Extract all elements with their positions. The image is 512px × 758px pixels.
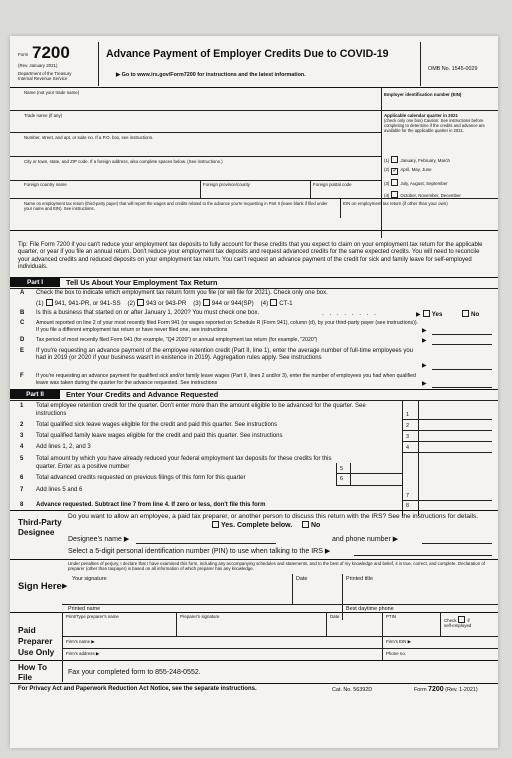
- quarter-4-checkbox[interactable]: [391, 191, 398, 198]
- self-employed-checkbox[interactable]: [458, 616, 465, 623]
- arrow-right-icon: ▶: [407, 639, 411, 644]
- form-label: Form: [18, 52, 29, 57]
- quarter-note: (check only one box) Caution: See instructions before completing to determine if the credits and advance are available for the applicable quarter in 2021.: [384, 118, 485, 133]
- arrow-right-icon: ▶: [392, 536, 399, 543]
- line-b-no[interactable]: No: [460, 310, 479, 318]
- part1-label: Part I: [10, 278, 60, 287]
- line-5-text: Total amount by which you have already reduced your federal employment tax deposits for these credits for this quarter. Enter as a positive number: [36, 456, 332, 470]
- form-941-checkbox[interactable]: [46, 299, 53, 306]
- cat-number: Cat. No. 56392D: [332, 687, 373, 693]
- line-f-text: If you're requesting an advance payment for qualified sick and/or family leave wages (Part II, lines 2 and/or 3), enter the number of employees you had when qualified leave was taken during the quarter for the advance requested. See instructions: [36, 373, 416, 386]
- part2-label: Part II: [10, 390, 60, 399]
- quarter-option-4[interactable]: (4) October, November, December: [384, 193, 461, 198]
- form-rev: (Rev. January 2021): [18, 63, 58, 68]
- how-to-file-label: How To File: [18, 663, 47, 682]
- omb-number: OMB No. 1545-0029: [428, 66, 478, 72]
- part1-title: Tell Us About Your Employment Tax Return: [66, 278, 218, 287]
- form-943-checkbox[interactable]: [137, 299, 144, 306]
- line-b-text: Is this a business that started on or after January 1, 2020? You must check one box.: [36, 310, 260, 316]
- line-7-text: Add lines 5 and 6: [36, 487, 83, 493]
- city-label: City or town, state, and ZIP code. If a foreign address, also complete spaces below. (See instructions.): [24, 159, 223, 164]
- line-5-number: 5: [340, 466, 343, 472]
- preparer-signature-label: Preparer's signature: [180, 614, 220, 619]
- footer-form: Form 7200 (Rev. 1-2021): [414, 686, 478, 693]
- arrow-right-icon: ▶: [422, 380, 427, 387]
- arrow-right-icon: ▶: [422, 362, 427, 369]
- line-6-text: Total advanced credits requested on previous filings of this form for this quarter: [36, 475, 246, 481]
- arrow-right-icon: ▶: [416, 311, 421, 318]
- quarter-title: Applicable calendar quarter in 2021: [384, 113, 458, 118]
- line-6-number: 6: [340, 476, 343, 482]
- arrow-right-icon: ▶: [116, 72, 121, 78]
- designee-name-label: Designee's name ▶: [68, 536, 130, 543]
- arrow-right-icon: ▶: [123, 536, 130, 543]
- yes-checkbox[interactable]: [423, 310, 430, 317]
- quarter-2-checkbox[interactable]: ✓: [392, 168, 398, 174]
- arrow-right-icon: ▶: [95, 651, 100, 656]
- line-3-number: 3: [406, 434, 409, 440]
- designee-phone-label: and phone number ▶: [332, 536, 399, 543]
- firm-address-label: Firm's address ▶: [66, 651, 100, 656]
- self-employed-check[interactable]: Check if: [444, 618, 470, 623]
- preparer-date-label: Date: [330, 614, 340, 619]
- form-944-checkbox[interactable]: [203, 299, 210, 306]
- quarter-option-1[interactable]: (1) January, February, March: [384, 158, 450, 163]
- third-party-ein-label: EIN on employment tax return (if other than your own): [343, 201, 448, 206]
- form-7200-page: Form 7200 (Rev. January 2021) Department of the Treasury Internal Revenue Service Advance Payment of Employer Credits Due to COVID-19 ▶ Go to www.irs.gov/Form7200 for instructions and the latest information. OMB No. 1545-0029 Name (not your trade name) Employer identification number (EIN) Trade name (if any) Applicable calendar quarter in 2021 (check only one box) Caution: See instructions before completing to determine if the credits and advance are available for the applicable quarter in 2021. Number, street, and apt. or suite no. If a P.O. box, see instructions. City or town, state, and ZIP code. If a foreign address, also complete spaces below. (See instructions.) (1) January, February, March (2) ✓ April, May, June (3) July, August, September (4) October, November, December Foreign country name Foreign province/county Foreign postal code Name on employment tax return (third-party payer) that will report the wages and credits related to the advance you're requesting in Part II (leave blank if filed under your name and EIN). See instructions. EIN on employment tax return (if other than your own) Tip: File Form 7200 if you can't reduce your employment tax deposits to fully account for these credits that you expect to claim on your employment tax return for the applicable quarter, or year if you file an annual return. Don't reduce your employment tax deposits and request advanced credits for the same expected credits. You will need to reconcile your advanced credits and reduced deposits on your employment tax return. You can't request an advance payment of the credit for sick and family leave for self-employed individuals. Part I Tell Us About Your Employment Tax Return A Check the box to indicate which employment tax return form you file (or will file for 2021). Check only one box. (1) 941, 941-PR, or 941-SS (2) 943 or 943-PR (3) 944 or 944(SP) (4) CT-1 B Is this a business that started on or after January 1, 2020? You must check one box. . . . . . . . . ▶ Yes No C Amount reported on line 2 of your most recently filed Form 941 (or wages reported on Schedule R (Form 941), column (d), by your third-party payer (see instructions)). If you file a different employment tax return or have never filed one, see instructions ▶ D Tax period of most recently filed Form 941 (for example, "Q4 2020") or annual employment tax return (for example, "2020") ▶ E If you're requesting an advance payment of the employee retention credit (Part II, line 1), enter the average number of full-time employees you had in 2019 (or 2020 if your business wasn't in existence in 2019). Aggregation rules apply. See instructions ▶ F If you're requesting an advance payment for qualified sick and/or family leave wages (Part II, lines 2 and/or 3), enter the number of employees you had when qualified leave was taken during the quarter for the advance requested. See instructions ▶ Part II Enter Your Credits and Advance Requested 1 Total employee retention credit for the quarter. Don't enter more than the amount eligible to be advanced for the quarter. See instructions 1 2 Total qualified sick leave wages eligible for the credit and paid this quarter. See instructions 2 3 Total qualified family leave wages eligible for the credit and paid this quarter. See instructions 3 4 Add lines 1, 2, and 3 4 5 Total amount by which you have already reduced your federal employment tax deposits for these credits for this quarter. Enter as a positive number 5 6 Total advanced credits requested on previous filings of this form for this quarter 6 7 Add lines 5 and 6 7 8 Advance requested. Subtract line 7 from line 4. If zero or less, don't file this form 8 Third-Party Designee Do you want to allow an employee, a paid tax preparer, or another person to discuss this return with the IRS? See the instructions for details. Yes. Complete below. No Designee's name ▶ and phone number ▶ Select a 5-digit personal identification number (PIN) to use when talking to the IRS ▶ Sign Here Under penalties of perjury, I declare that I have examined this form, including any accompanying schedules and statements, and to the best of my knowledge and belief, it is true, correct, and complete. Declaration of preparer (other than taxpayer) is based on all information of which preparer has any knowledge. Your signature ▶ Date Printed title Printed name Best daytime phone Paid Preparer Use Only Print/Type preparer's name Preparer's signature Date PTIN Check if self-employed Firm's name ▶ Firm's EIN ▶ Firm's address ▶ Phone no. How To File Fax your completed form to 855-248-0552. For Privacy Act and Paperwork Reduction Act Notice, see the separate instructions. Cat. No. 56392D Form 7200 (Rev. 1-2021): [10, 36, 498, 748]
- tip-text: Tip: File Form 7200 if you can't reduce your employment tax deposits to fully account for these credits that you expect to claim on your employment tax return for the applicable quarter, or year if you file an annual return. Don't reduce your employment tax deposits and request advanced credits for the same expected credits. You will need to reconcile your advanced credits and reduced deposits on your employment tax return. You can't request an advance payment of the credit for sick and family leave for self-employed individuals.: [18, 242, 483, 271]
- arrow-right-icon: ▶: [324, 548, 331, 555]
- third-party-name-label: Name on employment tax return (third-party payer) that will report the wages and credits related to the advance you're requesting in Part II (leave blank if filed under your name and EIN). See instructions.: [24, 201, 328, 211]
- quarter-option-2[interactable]: (2) ✓ April, May, June: [384, 167, 432, 174]
- street-label: Number, street, and apt. or suite no. If a P.O. box, see instructions.: [24, 135, 154, 140]
- form-title: Advance Payment of Employer Credits Due to COVID-19: [106, 48, 389, 60]
- line-4-number: 4: [406, 445, 409, 451]
- arrow-right-icon: ▶: [62, 583, 68, 590]
- self-employed-label: self-employed: [444, 623, 472, 628]
- designee-no[interactable]: No: [300, 521, 320, 530]
- designee-pin-label: Select a 5-digit personal identification number (PIN) to use when talking to the IRS ▶: [68, 548, 331, 555]
- designee-question: Do you want to allow an employee, a paid tax preparer, or another person to discuss this return with the IRS? See the instructions for details.: [68, 513, 479, 520]
- third-party-designee-label: Third-Party Designee: [18, 518, 62, 537]
- line-e-text: If you're requesting an advance payment of the employee retention credit (Part II, line 1), enter the average number of full-time employees you had in 2019 (or 2020 if your business wasn't in existence in 2019). Aggregation rules apply. See instructions: [36, 348, 414, 362]
- line-7-number: 7: [406, 493, 409, 499]
- line-4-text: Add lines 1, 2, and 3: [36, 444, 91, 450]
- arrow-right-icon: ▶: [91, 639, 95, 644]
- line-8-text: Advance requested. Subtract line 7 from line 4. If zero or less, don't file this form: [36, 502, 266, 508]
- firm-ein-label: Firm's EIN ▶: [386, 639, 411, 644]
- form-ct1-checkbox[interactable]: [270, 299, 277, 306]
- preparer-name-label: Print/Type preparer's name: [66, 614, 119, 619]
- firm-name-label: Firm's name ▶: [66, 639, 95, 644]
- paid-preparer-label: Paid Preparer Use Only: [18, 625, 55, 657]
- part2-title: Enter Your Credits and Advance Requested: [66, 390, 219, 399]
- line-8-number: 8: [406, 503, 409, 509]
- sign-here-label: Sign Here: [18, 580, 62, 591]
- phone-no-label: Phone no.: [386, 651, 407, 656]
- quarter-option-3[interactable]: (3) July, August, September: [384, 181, 448, 186]
- line-d-text: Tax period of most recently filed Form 941 (for example, "Q4 2020") or annual employment tax return (for example, "2020"): [36, 337, 318, 343]
- line-2-text: Total qualified sick leave wages eligible for the credit and paid this quarter. See instructions: [36, 422, 278, 428]
- quarter-3-checkbox[interactable]: [391, 179, 398, 186]
- designee-no-checkbox[interactable]: [302, 521, 309, 528]
- ein-label: Employer identification number (EIN): [384, 92, 462, 97]
- arrow-right-icon: ▶: [422, 327, 427, 334]
- privacy-notice: For Privacy Act and Paperwork Reduction Act Notice, see the separate instructions.: [18, 686, 257, 692]
- dept-treasury: Department of the Treasury: [18, 71, 72, 76]
- province-label: Foreign province/county: [203, 182, 250, 187]
- daytime-phone-label: Best daytime phone: [346, 606, 394, 612]
- dept-irs: Internal Revenue Service: [18, 76, 68, 81]
- trade-name-label: Trade name (if any): [24, 113, 63, 118]
- fax-instruction: Fax your completed form to 855-248-0552.: [68, 669, 201, 676]
- name-label: Name (not your trade name): [24, 90, 80, 95]
- printed-name-label: Printed name: [68, 606, 101, 612]
- signature-label: Your signature: [72, 576, 107, 582]
- postal-label: Foreign postal code: [313, 182, 352, 187]
- line-a-options: (1) 941, 941-PR, or 941-SS (2) 943 or 943-PR (3) 944 or 944(SP) (4) CT-1: [36, 300, 293, 307]
- line-c-text: Amount reported on line 2 of your most recently filed Form 941 (or wages reported on Schedule R (Form 941), column (d), by your third-party payer (see instructions)). If you file a different employment tax return or have never filed one, see instructions: [36, 320, 419, 333]
- no-checkbox[interactable]: [462, 310, 469, 317]
- printed-title-label: Printed title: [346, 576, 373, 582]
- arrow-right-icon: ▶: [422, 337, 427, 344]
- designee-yes[interactable]: Yes. Complete below.: [210, 521, 292, 530]
- country-label: Foreign country name: [24, 182, 67, 187]
- line-1-number: 1: [406, 412, 409, 418]
- perjury-statement: Under penalties of perjury, I declare that I have examined this form, including any accompanying schedules and statements, and to the best of my knowledge and belief, it is true, correct, and complete. Declaration of preparer (other than taxpayer) is based on all information of which preparer has any knowledge.: [68, 561, 486, 572]
- designee-yes-checkbox[interactable]: [212, 521, 219, 528]
- quarter-1-checkbox[interactable]: [391, 156, 398, 163]
- line-1-text: Total employee retention credit for the quarter. Don't enter more than the amount eligible to be advanced for the quarter. See instructions: [36, 403, 366, 417]
- form-number: 7200: [32, 43, 70, 62]
- line-3-text: Total qualified family leave wages eligible for the credit and paid this quarter. See instructions: [36, 433, 283, 439]
- sign-date-label: Date: [296, 576, 308, 582]
- goto-instructions: ▶ Go to www.irs.gov/Form7200 for instructions and the latest information.: [116, 72, 306, 78]
- line-2-number: 2: [406, 423, 409, 429]
- line-b-yes[interactable]: ▶ Yes: [416, 311, 443, 318]
- line-a-text: Check the box to indicate which employment tax return form you file (or will file for 2021). Check only one box.: [36, 290, 328, 296]
- ptin-label: PTIN: [386, 614, 397, 619]
